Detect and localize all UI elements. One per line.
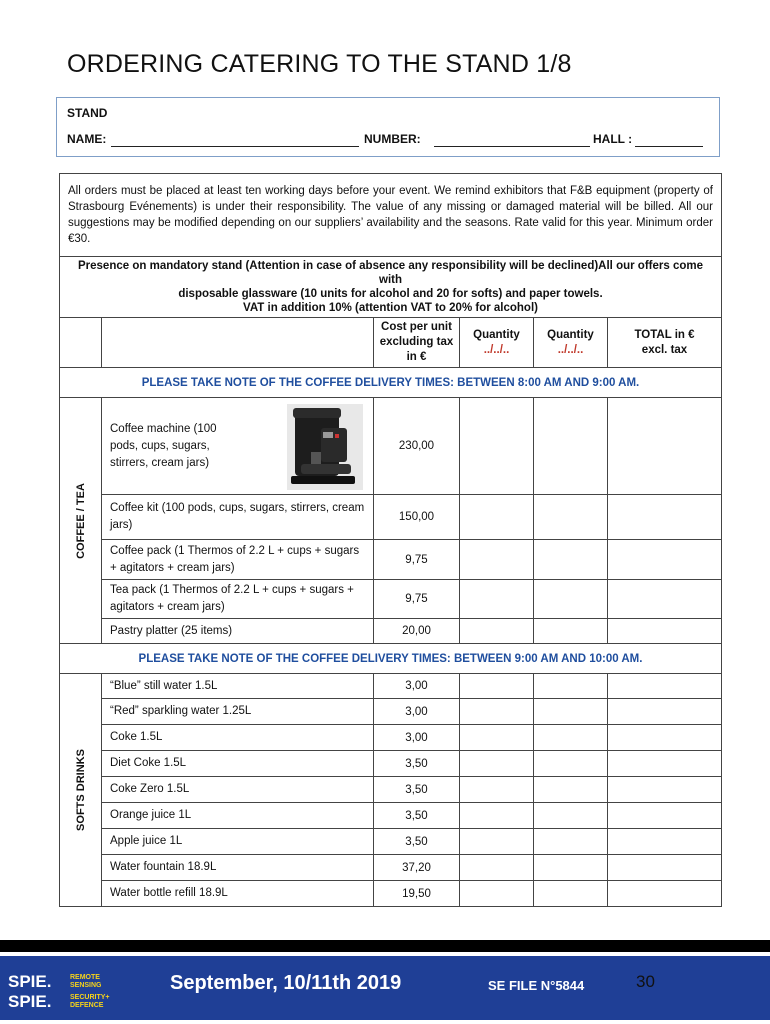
qty1-water-bottle-refill[interactable]: [460, 881, 534, 907]
qty2-water-bottle-refill[interactable]: [534, 881, 608, 907]
header-quantity-1: Quantity ../../..: [460, 318, 534, 368]
item-apple-juice: Apple juice 1L: [102, 829, 374, 855]
total-water-bottle-refill[interactable]: [608, 881, 722, 907]
coffee-delivery-notice: PLEASE TAKE NOTE OF THE COFFEE DELIVERY TIMES: BETWEEN 8:00 AM AND 9:00 AM.: [60, 368, 722, 398]
price-coke-zero: 3,50: [374, 777, 460, 803]
number-label: NUMBER:: [364, 132, 421, 146]
item-coffee-kit: Coffee kit (100 pods, cups, sugars, stirrers, cream jars): [102, 495, 374, 540]
svg-text:REMOTE: REMOTE: [70, 974, 100, 981]
svg-text:SECURITY+: SECURITY+: [70, 994, 110, 1001]
svg-text:SENSING: SENSING: [70, 982, 102, 989]
qty1-coffee-machine[interactable]: [460, 398, 534, 495]
item-sparkling-water: “Red” sparkling water 1.25L: [102, 699, 374, 725]
svg-text:SPIE.: SPIE.: [8, 972, 52, 991]
qty1-coke[interactable]: [460, 725, 534, 751]
hall-label: HALL :: [593, 132, 633, 146]
header-desc-cell: [102, 318, 374, 368]
name-label: NAME:: [67, 132, 107, 146]
presence-line-1: Presence on mandatory stand (Attention in case of absence any responsibility will be declined)All our offers come with: [78, 260, 703, 286]
qty2-coke[interactable]: [534, 725, 608, 751]
price-water-fountain: 37,20: [374, 855, 460, 881]
item-orange-juice: Orange juice 1L: [102, 803, 374, 829]
header-total: TOTAL in € excl. tax: [608, 318, 722, 368]
qty2-diet-coke[interactable]: [534, 751, 608, 777]
header-quantity-2: Quantity ../../..: [534, 318, 608, 368]
total-still-water[interactable]: [608, 674, 722, 699]
total-coke[interactable]: [608, 725, 722, 751]
total-coffee-pack[interactable]: [608, 540, 722, 580]
price-coffee-pack: 9,75: [374, 540, 460, 580]
number-field[interactable]: [434, 146, 590, 147]
name-field[interactable]: [111, 146, 359, 147]
qty1-still-water[interactable]: [460, 674, 534, 699]
qty1-tea-pack[interactable]: [460, 580, 534, 619]
price-orange-juice: 3,50: [374, 803, 460, 829]
total-water-fountain[interactable]: [608, 855, 722, 881]
qty1-apple-juice[interactable]: [460, 829, 534, 855]
item-still-water: “Blue” still water 1.5L: [102, 674, 374, 699]
price-diet-coke: 3,50: [374, 751, 460, 777]
qty1-coffee-kit[interactable]: [460, 495, 534, 540]
qty2-water-fountain[interactable]: [534, 855, 608, 881]
qty2-still-water[interactable]: [534, 674, 608, 699]
item-tea-pack: Tea pack (1 Thermos of 2.2 L + cups + sugars + agitators + cream jars): [102, 580, 374, 619]
hall-field[interactable]: [635, 146, 703, 147]
total-tea-pack[interactable]: [608, 580, 722, 619]
price-water-bottle-refill: 19,50: [374, 881, 460, 907]
order-table: [59, 173, 722, 907]
qty2-coffee-kit[interactable]: [534, 495, 608, 540]
total-coffee-machine[interactable]: [608, 398, 722, 495]
price-tea-pack: 9,75: [374, 580, 460, 619]
total-coke-zero[interactable]: [608, 777, 722, 803]
item-diet-coke: Diet Coke 1.5L: [102, 751, 374, 777]
qty2-orange-juice[interactable]: [534, 803, 608, 829]
qty2-tea-pack[interactable]: [534, 580, 608, 619]
qty2-coke-zero[interactable]: [534, 777, 608, 803]
item-coke: Coke 1.5L: [102, 725, 374, 751]
category-coffee-tea: COFFEE / TEA: [60, 398, 102, 644]
qty2-sparkling-water[interactable]: [534, 699, 608, 725]
footer-divider: [0, 940, 770, 952]
event-date: September, 10/11th 2019: [170, 972, 402, 994]
qty1-water-fountain[interactable]: [460, 855, 534, 881]
intro-text: All orders must be placed at least ten working days before your event. We remind exhibitors that F&B equipment (property of Strasbourg Evénements) is under their responsibility. The value of any missing or damaged material will be billed. All our suggestions may be modified depending on our suppliers’ availability and the seasons. Rate valid for this year. Minimum order €30.: [60, 174, 722, 257]
svg-text:SPIE.: SPIE.: [8, 992, 52, 1010]
qty1-coke-zero[interactable]: [460, 777, 534, 803]
header-blank-cell: [60, 318, 102, 368]
presence-notice: [60, 257, 722, 318]
coffee-machine-image: [287, 404, 363, 490]
footer-bar: [0, 956, 770, 1020]
total-diet-coke[interactable]: [608, 751, 722, 777]
qty2-pastry-platter[interactable]: [534, 619, 608, 644]
qty1-sparkling-water[interactable]: [460, 699, 534, 725]
page-number: 30: [636, 972, 655, 991]
item-water-bottle-refill: Water bottle refill 18.9L: [102, 881, 374, 907]
total-sparkling-water[interactable]: [608, 699, 722, 725]
item-coke-zero: Coke Zero 1.5L: [102, 777, 374, 803]
stand-info-box: [56, 97, 720, 157]
softs-delivery-notice: PLEASE TAKE NOTE OF THE COFFEE DELIVERY TIMES: BETWEEN 9:00 AM AND 10:00 AM.: [60, 644, 722, 674]
stand-label: STAND: [67, 106, 108, 120]
qty2-coffee-pack[interactable]: [534, 540, 608, 580]
price-coke: 3,00: [374, 725, 460, 751]
svg-text:DEFENCE: DEFENCE: [70, 1002, 104, 1009]
total-pastry-platter[interactable]: [608, 619, 722, 644]
presence-line-2: disposable glassware (10 units for alcohol and 20 for softs) and paper towels.: [178, 288, 603, 300]
qty1-coffee-pack[interactable]: [460, 540, 534, 580]
presence-line-3: VAT in addition 10% (attention VAT to 20% for alcohol): [243, 302, 538, 314]
page-title: ORDERING CATERING TO THE STAND 1/8: [67, 50, 572, 78]
spie-logo-icon: [8, 970, 138, 1010]
qty1-orange-juice[interactable]: [460, 803, 534, 829]
file-number: SE FILE N°5844: [488, 978, 585, 993]
qty2-coffee-machine[interactable]: [534, 398, 608, 495]
qty1-pastry-platter[interactable]: [460, 619, 534, 644]
item-coffee-pack: Coffee pack (1 Thermos of 2.2 L + cups + sugars + agitators + cream jars): [102, 540, 374, 580]
price-sparkling-water: 3,00: [374, 699, 460, 725]
category-soft-drinks: SOFTS DRINKS: [60, 674, 102, 907]
total-apple-juice[interactable]: [608, 829, 722, 855]
total-orange-juice[interactable]: [608, 803, 722, 829]
header-cost: Cost per unit excluding tax in €: [374, 318, 460, 368]
item-coffee-machine: Coffee machine (100 pods, cups, sugars, stirrers, cream jars): [102, 398, 374, 495]
total-coffee-kit[interactable]: [608, 495, 722, 540]
qty2-apple-juice[interactable]: [534, 829, 608, 855]
price-still-water: 3,00: [374, 674, 460, 699]
price-apple-juice: 3,50: [374, 829, 460, 855]
price-coffee-kit: 150,00: [374, 495, 460, 540]
price-pastry-platter: 20,00: [374, 619, 460, 644]
item-pastry-platter: Pastry platter (25 items): [102, 619, 374, 644]
item-water-fountain: Water fountain 18.9L: [102, 855, 374, 881]
price-coffee-machine: 230,00: [374, 398, 460, 495]
qty1-diet-coke[interactable]: [460, 751, 534, 777]
